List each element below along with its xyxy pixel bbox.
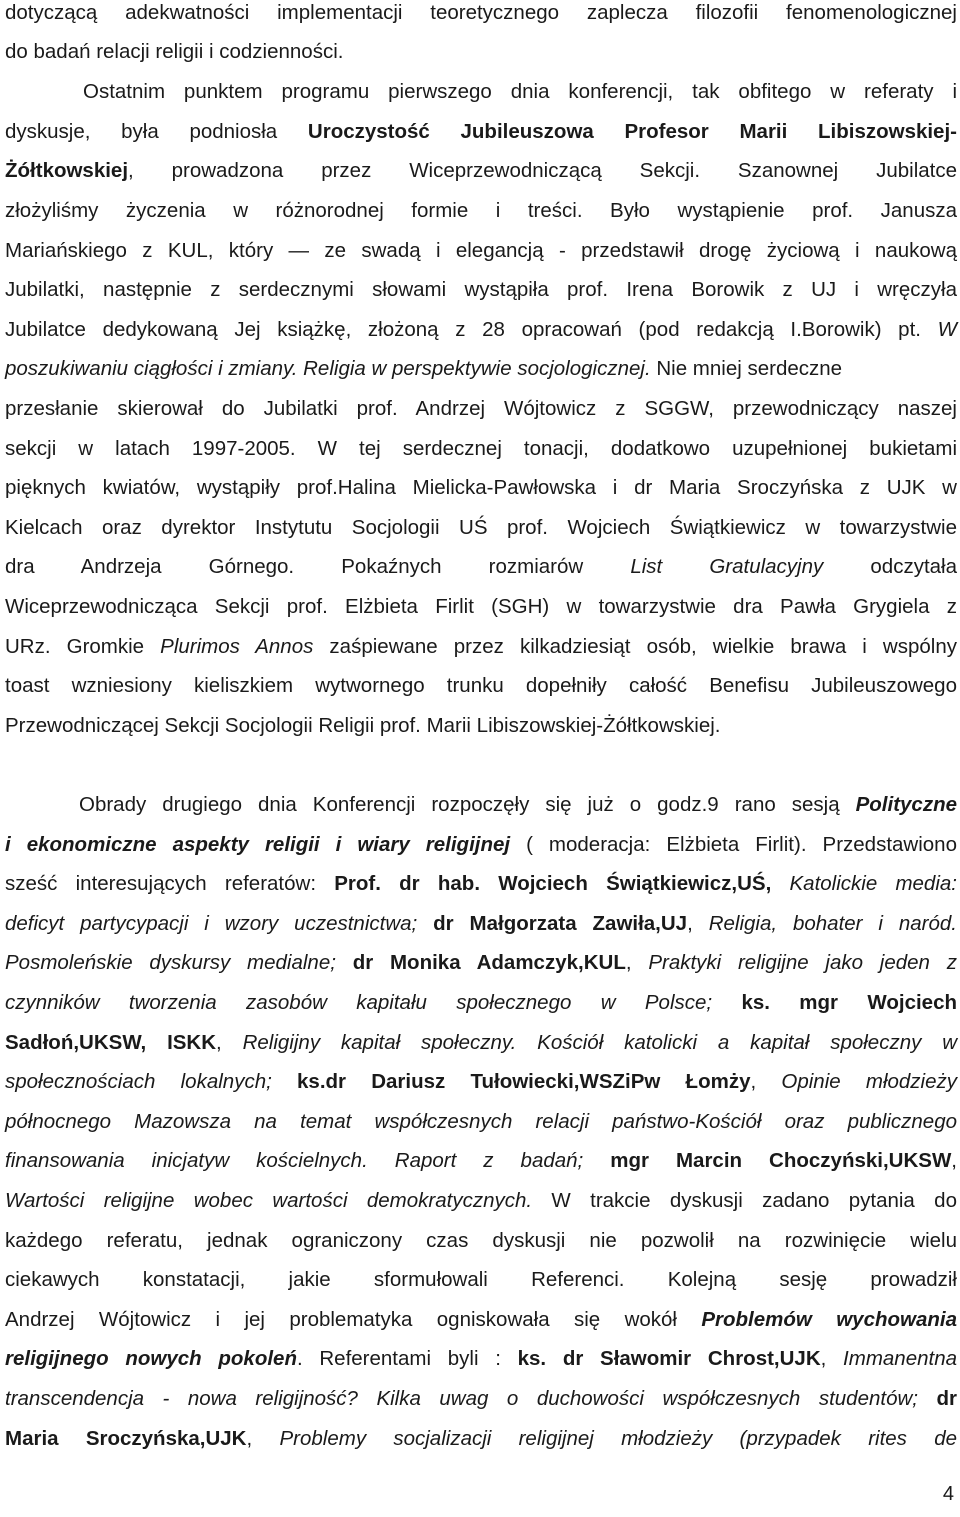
text-run: , (216, 1031, 243, 1054)
text-line (5, 548, 957, 586)
italic-run: Praktyki religijne jako jeden z (648, 951, 957, 974)
text-line (5, 1024, 957, 1062)
bold-run: Maria Sroczyńska,UJK (5, 1427, 247, 1450)
bold-run: Sadłoń,UKSW, ISKK (5, 1031, 217, 1054)
text-line (5, 628, 957, 666)
italic-run: Problemy socjalizacji religijnej młodzieży (przypadek rites de (279, 1427, 958, 1450)
text-run: , prowadzona przez Wiceprzewodniczącą Sekcji. Szanownej Jubilatce (128, 159, 957, 182)
text-run: przesłanie skierował do Jubilatki prof. Andrzej Wójtowicz z SGGW, przewodniczący naszej (5, 397, 957, 420)
text-line (5, 707, 957, 745)
bold-run: ks. dr Sławomir Chrost,UJK (517, 1347, 821, 1370)
italic-run: Religia, bohater i naród. (708, 912, 957, 935)
text-line (5, 271, 957, 309)
bold-run: Uroczystość Jubileuszowa Profesor Marii Libiszowskiej- (307, 120, 957, 143)
text-run: Kielcach oraz dyrektor Instytutu Socjologii UŚ prof. Wojciech Świątkiewicz w towarzystwie (5, 516, 957, 539)
italic-run: Religijny kapitał społeczny. Kościół katolicki a kapitał społeczny w (242, 1031, 957, 1054)
bold-run: dr (917, 1387, 957, 1410)
italic-run: Plurimos Annos (160, 635, 314, 658)
text-line (5, 1420, 957, 1458)
text-line (5, 390, 957, 428)
bold-run: Żółtkowskiej (5, 159, 129, 182)
text-run: odczytała (823, 555, 957, 578)
text-run: , (750, 1070, 782, 1093)
text-run: Wiceprzewodnicząca Sekcji prof. Elżbieta Firlit (SGH) w towarzystwie dra Pawła Grygiela z (5, 595, 957, 618)
italic-run: transcendencja - nowa religijność? Kilka uwag o duchowości współczesnych studentów; (5, 1387, 918, 1410)
text-run: , (625, 951, 649, 974)
bold-run: dr Małgorzata Zawiła,UJ (433, 912, 688, 935)
text-run: , (951, 1149, 957, 1172)
text-line (5, 1261, 957, 1299)
italic-run: W (937, 318, 957, 341)
text-run: pięknych kwiatów, wystąpiły prof.Halina Mielicka-Pawłowska i dr Maria Sroczyńska z UJK w (5, 476, 957, 499)
italic-run: północnego Mazowsza na temat współczesnych relacji państwo-Kościół oraz publicznego (5, 1110, 957, 1133)
italic-run: List Gratulacyjny (630, 555, 824, 578)
text-run: sześć interesujących referatów: (5, 872, 335, 895)
text-run: złożyliśmy życzenia w różnorodnej formie i treści. Było wystąpienie prof. Janusza (5, 199, 957, 222)
text-line (5, 984, 957, 1022)
text-line (5, 667, 957, 705)
italic-run: Immanentna (843, 1347, 957, 1370)
text-run: Przewodniczącej Sekcji Socjologii Religii prof. Marii Libiszowskiej-Żółtkowskiej. (5, 714, 721, 737)
text-run: , (687, 912, 709, 935)
text-run: , (820, 1347, 844, 1370)
italic-run: Opinie młodzieży (781, 1070, 958, 1093)
text-line (5, 865, 957, 903)
page-number: 4 (942, 1483, 954, 1505)
bold-run: dr Monika Adamczyk,KUL (352, 951, 626, 974)
text-run: ciekawych konstatacji, jakie sformułowali Referenci. Kolejną sesję prowadził (5, 1268, 957, 1291)
text-run: W trakcie dyskusji zadano pytania do (532, 1189, 957, 1212)
text-run: Mariańskiego z KUL, który ― ze swadą i elegancją - przedstawił drogę życiową i naukową (5, 239, 957, 262)
text-run: sekcji w latach 1997-2005. W tej serdecznej tonacji, dodatkowo uzupełnionej bukietami (5, 437, 957, 460)
text-line (5, 33, 957, 71)
italic-run: społecznościach lokalnych; (5, 1070, 298, 1093)
italic-run: czynników tworzenia zasobów kapitału społecznego w Polsce; (5, 991, 742, 1014)
text-line (5, 1222, 957, 1260)
text-line (5, 588, 957, 626)
text-line (5, 1142, 957, 1180)
text-line (5, 1182, 957, 1220)
text-run: URz. Gromkie (5, 635, 161, 658)
bold-italic-run: Polityczne (855, 793, 957, 816)
text-run: , (246, 1427, 280, 1450)
text-line (79, 786, 957, 824)
text-line (5, 1301, 957, 1339)
italic-run: Wartości religijne wobec wartości demokratycznych. (5, 1189, 533, 1212)
text-line (5, 905, 957, 943)
text-run: Ostatnim punktem programu pierwszego dnia konferencji, tak obfitego w referaty i (83, 80, 957, 103)
text-run: dyskusje, była podniosła (5, 120, 308, 143)
text-run: Nie mniej serdeczne (650, 357, 843, 380)
text-line (5, 1380, 957, 1418)
text-run: Andrzej Wójtowicz i jej problematyka ogniskowała się wokół (5, 1308, 702, 1331)
text-run: każdego referatu, jednak ograniczony czas dyskusji nie pozwolił na rozwinięcie wielu (5, 1229, 957, 1252)
italic-run: Katolickie media: (771, 872, 957, 895)
bold-run: ks. mgr Wojciech (741, 991, 957, 1014)
text-run: Obrady drugiego dnia Konferencji rozpoczęły się już o godz.9 rano sesją (79, 793, 856, 816)
text-line (5, 944, 957, 982)
text-line (5, 826, 957, 864)
text-line (5, 1063, 957, 1101)
italic-run: deficyt partycypacji i wzory uczestnictwa; (5, 912, 434, 935)
text-line (5, 1103, 957, 1141)
text-run: . Referentami byli : (296, 1347, 518, 1370)
text-line (5, 0, 957, 32)
bold-italic-run: religijnego nowych pokoleń (5, 1347, 297, 1370)
text-line (5, 509, 957, 547)
text-run: ( moderacja: Elżbieta Firlit). Przedstawiono (510, 833, 957, 856)
text-line (5, 192, 957, 230)
text-run: dra Andrzeja Górnego. Pokaźnych rozmiarów (5, 555, 631, 578)
text-line (5, 469, 957, 507)
italic-run: poszukiwaniu ciągłości i zmiany. Religia w perspektywie socjologicznej. (5, 357, 651, 380)
bold-run: ks.dr Dariusz Tułowiecki,WSZiPw Łomży (297, 1070, 751, 1093)
text-line (5, 430, 957, 468)
text-run: do badań relacji religii i codzienności. (5, 40, 344, 63)
bold-run: mgr Marcin Choczyński,UKSW (610, 1149, 952, 1172)
text-line (5, 1340, 957, 1378)
text-line (5, 232, 957, 270)
bold-italic-run: i ekonomiczne aspekty religii i wiary religijnej (5, 833, 511, 856)
text-line (5, 311, 957, 349)
italic-run: finansowania inicjatyw kościelnych. Raport z badań; (5, 1149, 611, 1172)
text-run: Jubilatki, następnie z serdecznymi słowami wystąpiła prof. Irena Borowik z UJ i wręczyła (5, 278, 957, 301)
text-run: zaśpiewane przez kilkadziesiąt osób, wielkie brawa i wspólny (313, 635, 957, 658)
text-run: Jubilatce dedykowaną Jej książkę, złożoną z 28 opracowań (pod redakcją I.Borowik) pt. (5, 318, 938, 341)
text-run: toast wzniesiony kieliszkiem wytwornego trunku dopełniły całość Benefisu Jubileuszowego (5, 674, 957, 697)
italic-run: Posmoleńskie dyskursy medialne; (5, 951, 353, 974)
text-line (5, 152, 957, 190)
text-line (5, 113, 957, 151)
text-run: dotyczącą adekwatności implementacji teoretycznego zaplecza filozofii fenomenologicznej (5, 1, 957, 24)
bold-run: Prof. dr hab. Wojciech Świątkiewicz,UŚ, (334, 872, 772, 895)
text-line (83, 73, 957, 111)
text-line (5, 350, 957, 388)
bold-italic-run: Problemów wychowania (701, 1308, 957, 1331)
